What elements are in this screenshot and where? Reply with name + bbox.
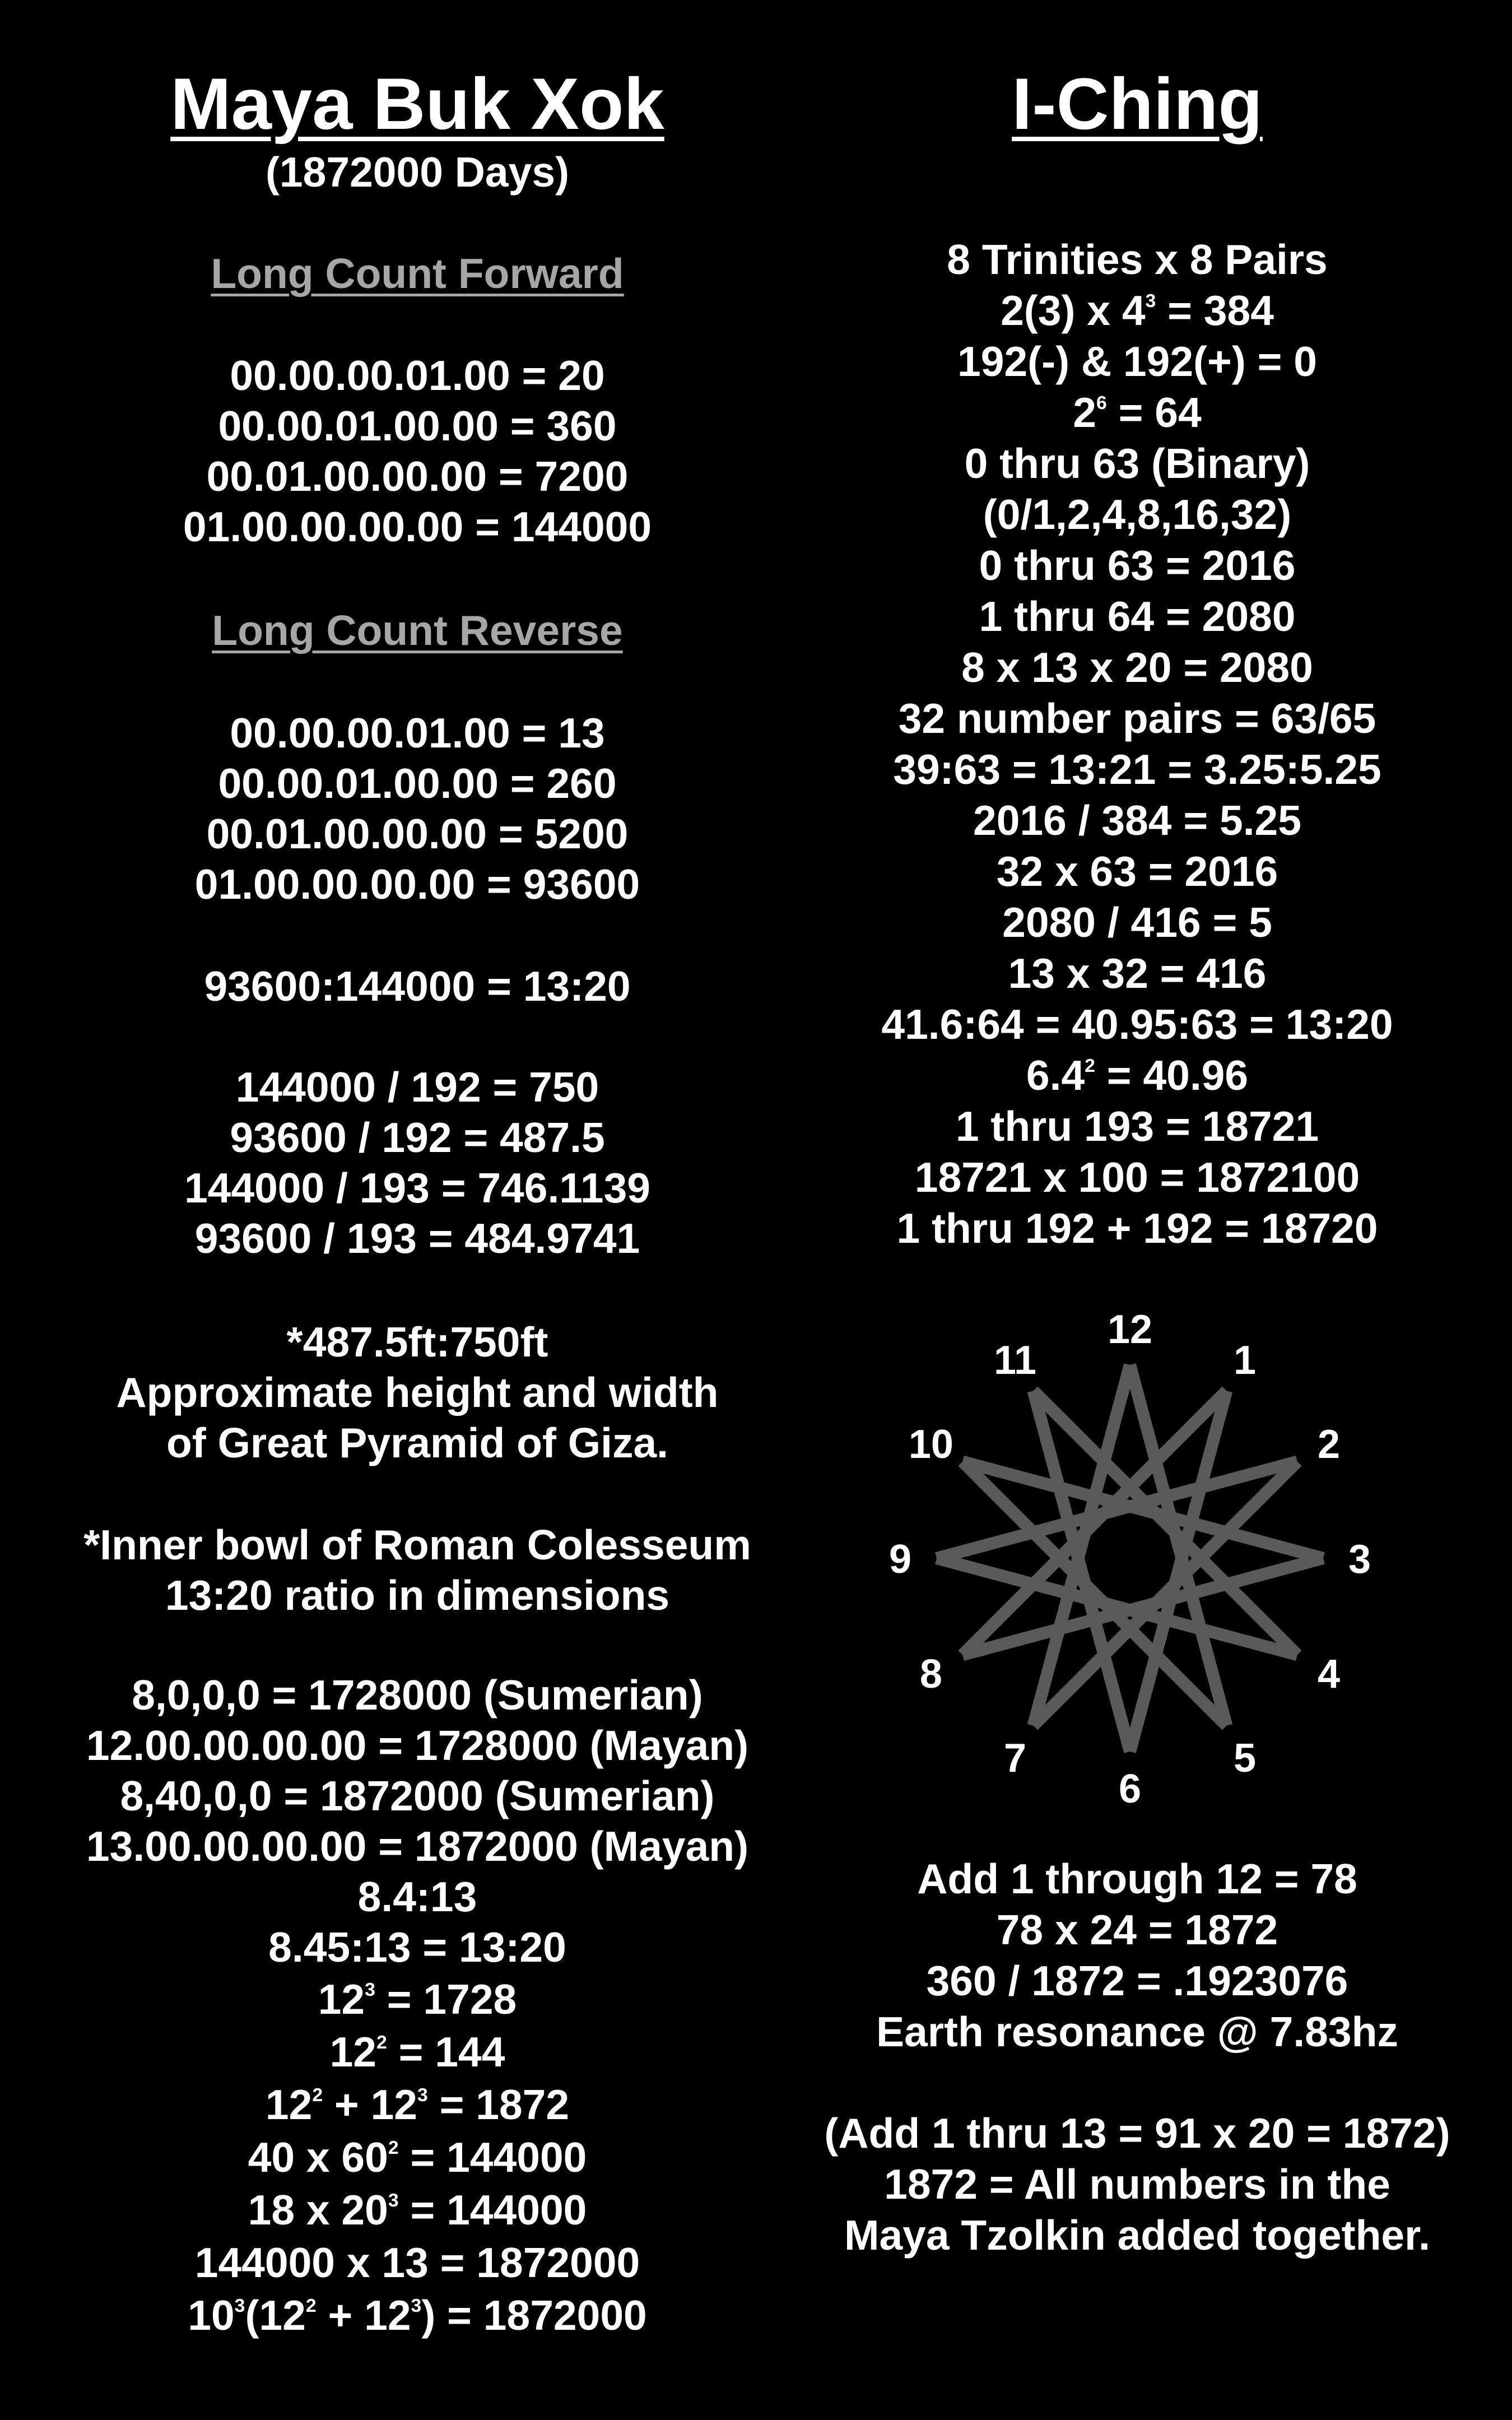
iching-line: 2080 / 416 = 5 (1002, 899, 1272, 946)
star-label: 3 (1348, 1537, 1371, 1582)
star-lines (937, 1365, 1323, 1752)
power-line: $12^3 = 1728$ (318, 1976, 517, 2023)
forward-line: 00.00.00.01.00 = 20 (230, 352, 605, 399)
iching-line: $6.4^2 = 40.96$ (1026, 1052, 1249, 1099)
iching-line: 32 x 63 = 2016 (996, 848, 1278, 895)
star-label: 4 (1318, 1652, 1341, 1697)
tzolkin-line: (Add 1 thru 13 = 91 x 20 = 1872) (824, 2110, 1450, 2157)
sumerian-line: 8,40,0,0 = 1872000 (Sumerian) (120, 1772, 715, 1819)
division-line: 93600 / 193 = 484.9741 (194, 1215, 640, 1262)
reverse-line: 00.00.00.01.00 = 13 (230, 709, 605, 756)
long-count-forward-heading: Long Count Forward (211, 250, 624, 297)
iching-title: I-Ching (1012, 63, 1263, 145)
tzolkin-line: Maya Tzolkin added together. (844, 2212, 1430, 2259)
iching-line: 0 thru 63 = 2016 (979, 542, 1296, 589)
sumerian-line: 8.45:13 = 13:20 (268, 1924, 566, 1971)
iching-line: 1 thru 192 + 192 = 18720 (896, 1205, 1378, 1252)
iching-line: (0/1,2,4,8,16,32) (983, 491, 1292, 538)
power-line: $10^3(12^2 + 12^3) = 1872000$ (188, 2292, 647, 2339)
power-line: $12^2 = 144$ (329, 2028, 505, 2075)
division-line: 144000 / 192 = 750 (235, 1063, 599, 1111)
iching-line: 0 thru 63 (Binary) (964, 440, 1310, 487)
power-line: 144000 x 13 = 1872000 (194, 2239, 640, 2286)
power-line: $12^2 + 12^3 = 1872$ (265, 2081, 570, 2128)
iching-line: 41.6:64 = 40.95:63 = 13:20 (881, 1001, 1393, 1048)
star-label: 2 (1318, 1422, 1341, 1467)
iching-line: 1 thru 193 = 18721 (955, 1103, 1319, 1150)
pyramid-note: Approximate height and width (116, 1369, 719, 1416)
iching-line: 1 thru 64 = 2080 (979, 593, 1296, 640)
star-label: 7 (1003, 1736, 1027, 1781)
star-label: 6 (1118, 1767, 1142, 1811)
iching-line: 39:63 = 13:21 = 3.25:5.25 (893, 746, 1381, 793)
star-label: 5 (1233, 1736, 1257, 1781)
colosseum-note: 13:20 ratio in dimensions (165, 1572, 670, 1619)
reverse-line: 01.00.00.00.00 = 93600 (194, 861, 640, 908)
forward-line: 01.00.00.00.00 = 144000 (183, 503, 652, 550)
forward-line: 00.00.01.00.00 = 360 (218, 402, 617, 449)
iching-line: Earth resonance @ 7.83hz (876, 2008, 1398, 2055)
iching-line: 13 x 32 = 416 (1008, 950, 1267, 997)
pyramid-note: of Great Pyramid of Giza. (166, 1419, 669, 1466)
pyramid-note: *487.5ft:750ft (286, 1318, 548, 1365)
iching-line: 2(3) x $4^3 = 384$ (1001, 287, 1274, 334)
reverse-line: 00.00.01.00.00 = 260 (218, 760, 617, 807)
iching-line: 360 / 1872 = .1923076 (926, 1957, 1348, 2004)
maya-title: Maya Buk Xok (170, 63, 664, 145)
iching-line: 2016 / 384 = 5.25 (973, 797, 1301, 844)
maya-subtitle: (1872000 Days) (265, 148, 570, 196)
power-line: 18 x $20^3 = 144000$ (248, 2186, 587, 2233)
iching-line: 78 x 24 = 1872 (996, 1906, 1278, 1953)
tzolkin-line: 1872 = All numbers in the (884, 2161, 1390, 2208)
ratio-line: 93600:144000 = 13:20 (204, 963, 631, 1010)
power-line: 40 x $60^2 = 144000$ (248, 2134, 587, 2181)
long-count-reverse-heading: Long Count Reverse (212, 607, 623, 654)
twelve-point-star-diagram (877, 1306, 1383, 1811)
star-label: 1 (1233, 1337, 1257, 1383)
iching-line: 32 number pairs = 63/65 (898, 695, 1376, 742)
iching-line: 192(-) & 192(+) = 0 (957, 338, 1317, 385)
iching-line: 8 x 13 x 20 = 2080 (961, 644, 1313, 691)
star-label: 11 (993, 1337, 1037, 1383)
star-label: 9 (888, 1537, 912, 1582)
sumerian-line: 8,0,0,0 = 1728000 (Sumerian) (132, 1671, 703, 1718)
iching-line: Add 1 through 12 = 78 (917, 1855, 1357, 1902)
sumerian-line: 8.4:13 (357, 1873, 477, 1920)
forward-line: 00.01.00.00.00 = 7200 (206, 453, 629, 500)
star-label: 12 (1107, 1307, 1153, 1352)
sumerian-line: 12.00.00.00.00 = 1728000 (Mayan) (86, 1722, 749, 1769)
division-line: 93600 / 192 = 487.5 (230, 1114, 605, 1161)
iching-line: 18721 x 100 = 1872100 (914, 1154, 1360, 1201)
star-label: 10 (908, 1422, 953, 1467)
iching-line: 8 Trinities x 8 Pairs (947, 236, 1328, 283)
colosseum-note: *Inner bowl of Roman Colesseum (83, 1521, 751, 1568)
sumerian-line: 13.00.00.00.00 = 1872000 (Mayan) (86, 1823, 749, 1870)
reverse-line: 00.01.00.00.00 = 5200 (206, 810, 629, 857)
star-label: 8 (919, 1652, 942, 1697)
division-line: 144000 / 193 = 746.1139 (184, 1164, 651, 1211)
iching-line: $2^6 = 64$ (1073, 389, 1202, 436)
